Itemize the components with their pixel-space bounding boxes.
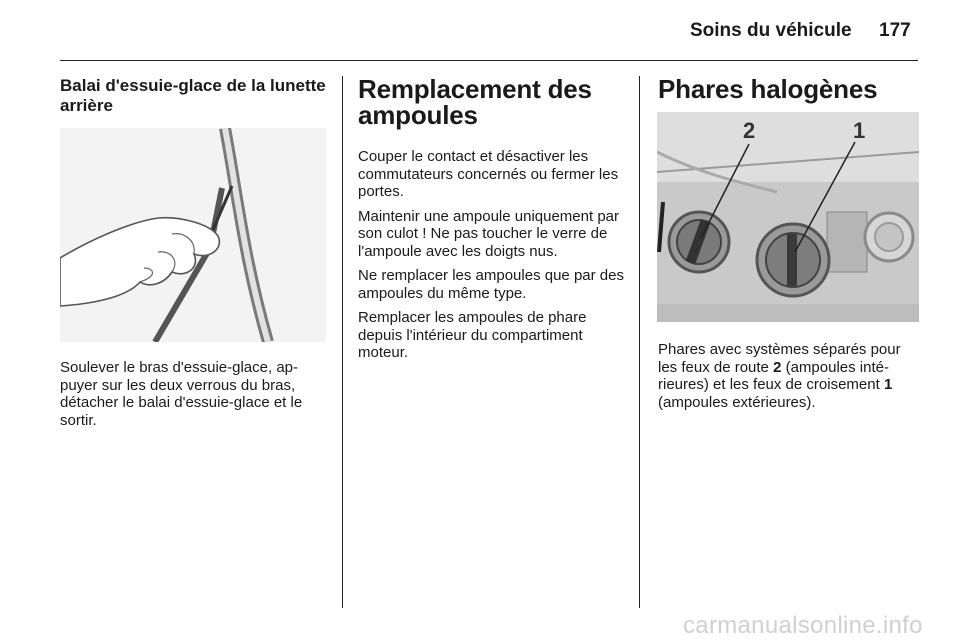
- column-halogen-headlights: [658, 76, 922, 102]
- callout-label-1: 1: [853, 118, 866, 143]
- wiper-blade-illustration: [60, 128, 326, 342]
- column-divider-1: [342, 76, 343, 608]
- paragraph-1: Couper le contact et désactiver les commutateurs concernés ou fermer les portes.: [358, 148, 619, 200]
- column-rear-wiper: [60, 76, 328, 116]
- headlight-illustration: [657, 112, 919, 322]
- caption-ref-1: 1: [883, 376, 893, 393]
- page-number: 177: [879, 20, 911, 41]
- section-heading-bulb-replacement: Remplacement des ampoules: [358, 74, 592, 130]
- halogen-caption: [658, 341, 922, 411]
- section-heading-halogen: Phares halogènes: [658, 74, 878, 104]
- caption-ref-2: 2: [773, 358, 782, 376]
- column-divider-2: [639, 76, 640, 608]
- section-heading-rear-wiper: Balai d'essuie-glace de la lunette arrière: [60, 76, 326, 115]
- paragraph-3: Ne remplacer les ampoules que par des ampoules du même type.: [358, 267, 624, 302]
- page-header-title: Soins du véhicule: [690, 20, 852, 41]
- column-bulb-replacement: [358, 76, 626, 362]
- caption-text-1: Phares avec systèmes séparés pour les feux de route: [658, 341, 901, 376]
- column-1-caption: [60, 359, 328, 429]
- watermark-text: carmanualsonline.info: [683, 612, 923, 639]
- paragraph-2: Maintenir une ampoule uniquement par son culot ! Ne pas toucher le verre de l'ampoule avec les doigts nus.: [358, 207, 619, 260]
- rear-wiper-caption: Soulever le bras d'essuie-glace, ap-puyer sur les deux verrous du bras, détacher le balai d'essuie-glace et le sortir.: [60, 359, 303, 429]
- column-3-caption: [658, 341, 922, 411]
- paragraph-4: Remplacer les ampoules de phare depuis l'intérieur du compartiment moteur.: [358, 309, 587, 361]
- header-rule: [60, 60, 918, 61]
- callout-label-2: 2: [743, 118, 756, 143]
- caption-text-3: (ampoules extérieures).: [658, 393, 816, 411]
- caption-text-2: (ampoules inté-rieures) et les feux de croisement: [658, 358, 889, 393]
